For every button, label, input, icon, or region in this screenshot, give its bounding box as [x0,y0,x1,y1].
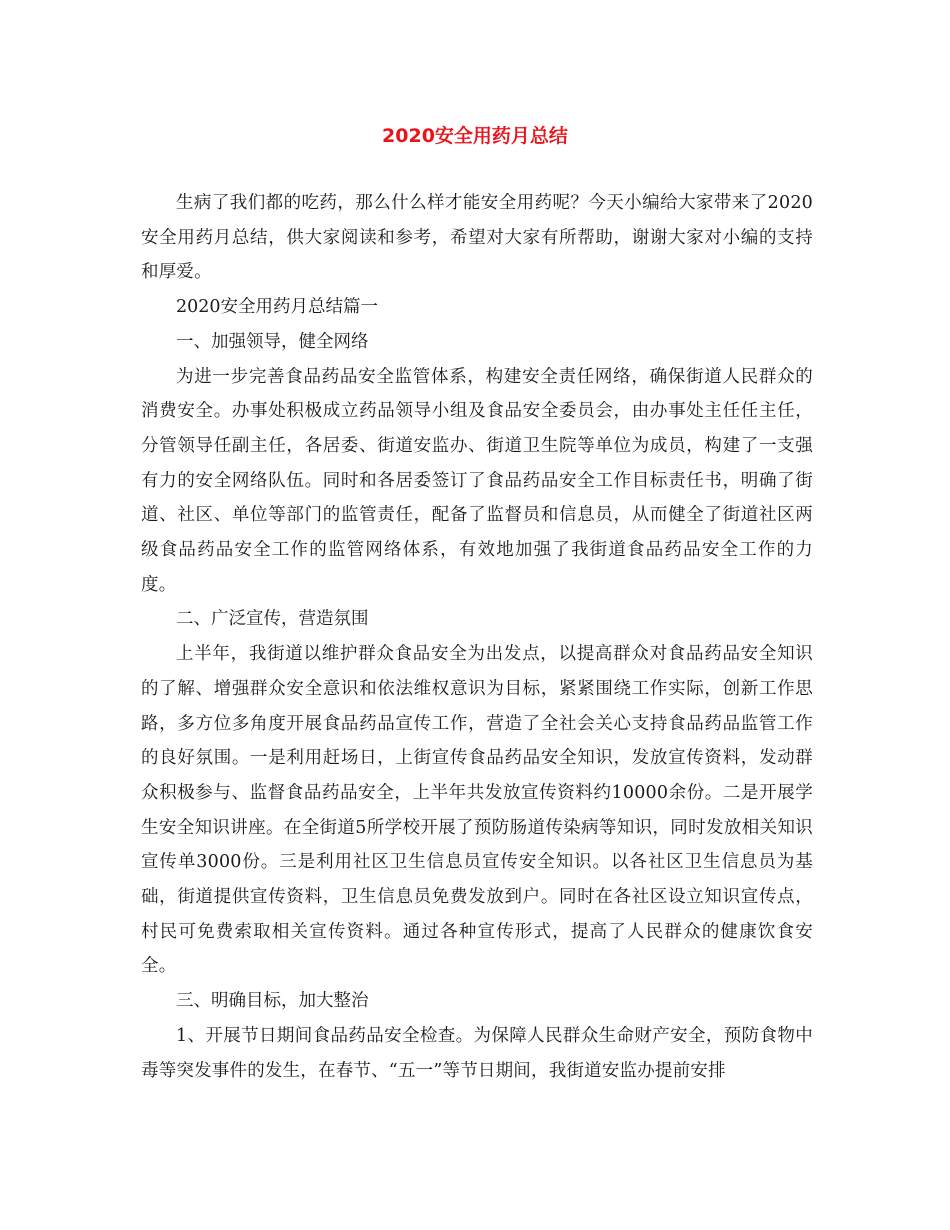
document-title: 2020安全用药月总结 [382,125,568,147]
section-2-heading: 二、广泛宣传，营造氛围 [176,609,369,630]
part-title: 2020安全用药月总结篇一 [176,297,379,318]
section-2-paragraph: 上半年，我街道以维护群众食品安全为出发点，以提高群众对食品药品安全知识的了解、增强群众安全意识和依法维权意识为目标，紧紧围绕工作实际，创新工作思路，多方位多角度开展食品药品宣传工作，营造了全社会关心支持食品药品监管工作的良好氛围。一是利用赶场日，上街宣传食品药品安全知识，发放宣传资料，发动群众积极参与、监督食品药品安全，上半年共发放宣传资料约10000余份。二是开展学生安全知识讲座。在全街道5所学校开展了预防肠道传染病等知识，同时发放相关知识宣传单3000份。三是利用社区卫生信息员宣传安全知识。以各社区卫生信息员为基础，街道提供宣传资料，卫生信息员免费发放到户。同时在各社区设立知识宣传点，村民可免费索取相关宣传资料。通过各种宣传形式，提高了人民群众的健康饮食安全。 [141,644,813,977]
section-3-paragraph: 1、开展节日期间食品药品安全检查。为保障人民群众生命财产安全，预防食物中毒等突发事件的发生，在春节、“五一”等节日期间，我街道安监办提前安排 [141,1025,813,1081]
section-3-heading: 三、明确目标，加大整治 [176,991,369,1012]
section-1-paragraph: 为进一步完善食品药品安全监管体系，构建安全责任网络，确保街道人民群众的消费安全。办事处积极成立药品领导小组及食品安全委员会，由办事处主任任主任，分管领导任副主任，各居委、街道安监办、街道卫生院等单位为成员，构建了一支强有力的安全网络队伍。同时和各居委签订了食品药品安全工作目标责任书，明确了街道、社区、单位等部门的监管责任，配备了监督员和信息员，从而健全了街道社区两级食品药品安全工作的监管网络体系，有效地加强了我街道食品药品安全工作的力度。 [141,366,813,595]
section-1-heading: 一、加强领导，健全网络 [176,331,369,352]
document-body [141,186,813,1088]
intro-paragraph: 生病了我们都的吃药，那么什么样才能安全用药呢？今天小编给大家带来了2020安全用药月总结，供大家阅读和参考，希望对大家有所帮助，谢谢大家对小编的支持和厚爱。 [141,193,813,283]
